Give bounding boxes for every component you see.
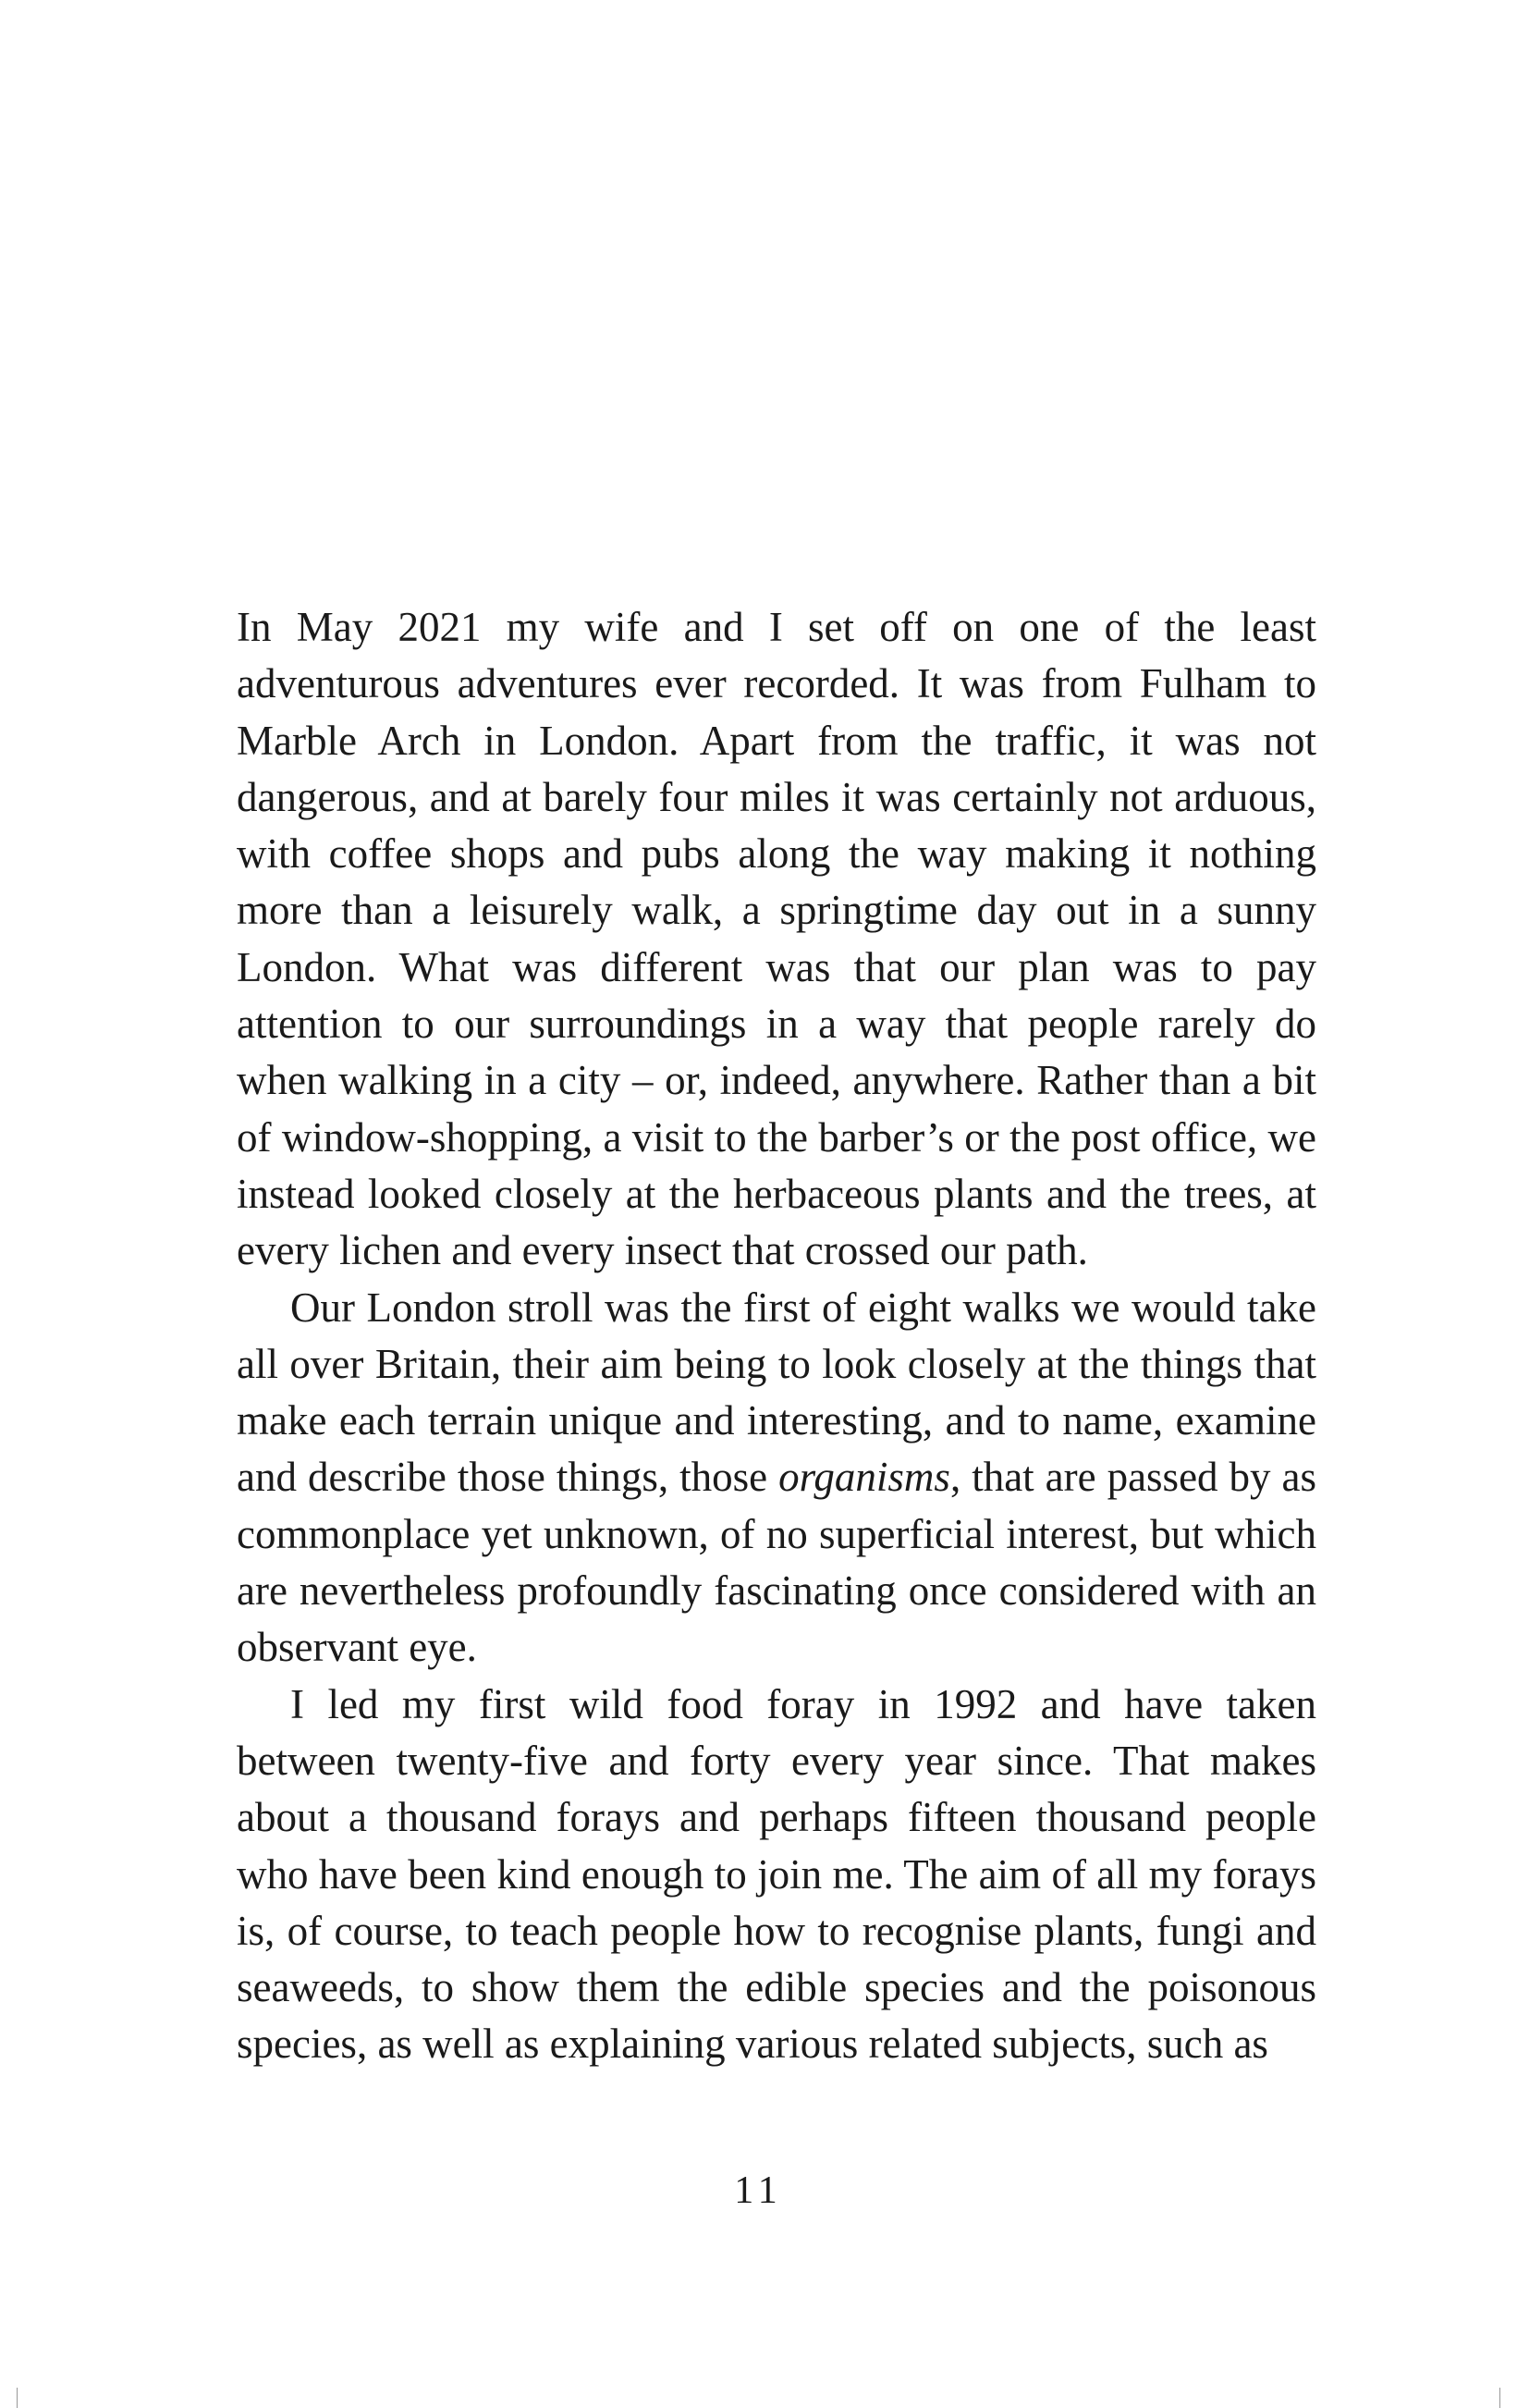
italic-word: organisms (778, 1454, 950, 1501)
paragraph-2 (237, 1280, 1316, 1677)
paragraph-1: In May 2021 my wife and I set off on one of the least adventurous adventures ever recorded. It was from Fulham to Marble Arch in London. Apart from the traffic, it was not dangerous, and at barely four miles it was certainly not arduous, with coffee shops and pubs along the way making it nothing more than a leisurely walk, a springtime day out in a sunny London. What was different was that our plan was to pay attention to our surroundings in a way that people rarely do when walking in a city – or, indeed, anywhere. Rather than a bit of window-shopping, a visit to the barber’s or the post office, we instead looked closely at the herbaceous plants and the trees, at every lichen and every insect that crossed our path. (237, 604, 1316, 1274)
page-number: 11 (734, 2169, 783, 2212)
crop-mark-right (1499, 2388, 1500, 2408)
paragraph-3: I led my first wild food foray in 1992 and have taken between twenty-five and forty every year since. That makes about a thousand forays and perhaps fifteen thousand people who have been kind enough to join me. The aim of all my forays is, of course, to teach people how to recognise plants, fungi and seaweeds, to show them the edible species and the poisonous species, as well as explaining various related subjects, such as (237, 1680, 1316, 2068)
body-text (237, 599, 1316, 2073)
crop-mark-left (17, 2388, 18, 2408)
paragraph-2-text-before: Our London stroll was the first of eight walks we would take all over Britain, their aim being to look closely at the things that make each terrain unique and interesting, and to name, examine and describe those things, those (237, 1284, 1316, 1501)
paragraph-2-text-after: , that are passed by as commonplace yet unknown, of no superficial interest, but which are nevertheless profoundly fascinating once considered with an observant eye. (237, 1454, 1316, 1671)
